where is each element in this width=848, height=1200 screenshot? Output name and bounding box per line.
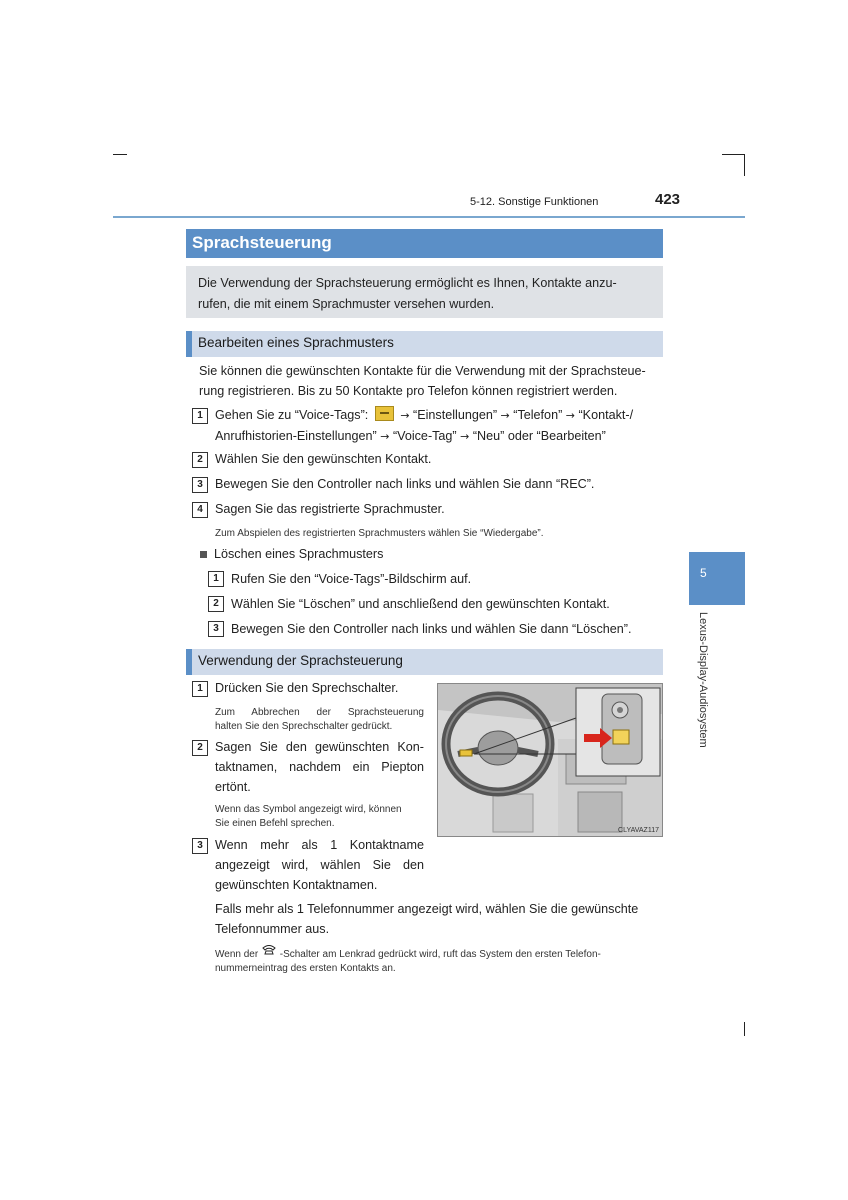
section1-para-line-1: Sie können die gewünschten Kontakte für die Verwendung mit der Sprachsteue- (199, 364, 646, 378)
note-text (215, 706, 424, 734)
step1-part: “Voice-Tag” (392, 429, 457, 443)
crop-mark-top-right-h (722, 154, 744, 155)
header-rule (113, 216, 745, 218)
steering-wheel-illustration (437, 683, 663, 837)
step-number: 1 (208, 571, 224, 587)
step1-part: “Telefon” (513, 408, 563, 422)
running-header-section: 5-12. Sonstige Funktionen (470, 196, 599, 208)
step1-line-1 (215, 405, 633, 426)
intro-line-1: Die Verwendung der Sprachsteuerung ermöglicht es Ihnen, Kontakte anzu- (198, 276, 617, 290)
step-number: 3 (192, 477, 208, 493)
page-title: Sprachsteuerung (186, 229, 663, 258)
note-line: Wenn das Symbol angezeigt wird, können (215, 804, 402, 815)
step1-part: “Kontakt-/ (578, 408, 634, 422)
step-text: Drücken Sie den Sprechschalter. (215, 681, 399, 695)
section-heading-edit: Bearbeiten eines Sprachmusters (186, 331, 663, 357)
step-number: 4 (192, 502, 208, 518)
step-text: Rufen Sie den “Voice-Tags”-Bildschirm auf. (231, 572, 472, 586)
section1-para-line-2: rung registrieren. Bis zu 50 Kontakte pro Telefon können registriert werden. (199, 384, 618, 398)
step-number: 2 (192, 740, 208, 756)
step-number: 1 (192, 681, 208, 697)
step-text: Sagen Sie das registrierte Sprachmuster. (215, 502, 445, 516)
crop-mark-top-right-v (744, 154, 745, 176)
crop-mark-bottom-right (744, 1022, 745, 1036)
step1-line-2 (215, 426, 633, 447)
section1-paragraph (199, 361, 646, 401)
step-number: 2 (192, 452, 208, 468)
step-text: Wählen Sie den gewünschten Kontakt. (215, 452, 432, 466)
final-note-line-1 (215, 944, 601, 962)
phone-icon (261, 944, 277, 956)
step-number: 2 (208, 596, 224, 612)
arrow-right-icon: → (565, 409, 575, 422)
step-line: ertönt. (215, 780, 251, 794)
chapter-tab[interactable]: 5 (689, 552, 745, 605)
arrow-right-icon: → (460, 430, 470, 443)
section-heading-use: Verwendung der Sprachsteuerung (186, 649, 663, 675)
arrow-right-icon: → (500, 409, 510, 422)
menu-button-icon (375, 406, 394, 421)
step-text: Bewegen Sie den Controller nach links und wählen Sie dann “Löschen”. (231, 622, 632, 636)
step-text (215, 405, 633, 447)
arrow-right-icon: → (380, 430, 390, 443)
final-note (215, 944, 601, 976)
subsection-heading: Löschen eines Sprachmusters (214, 547, 384, 561)
note-part: -Schalter am Lenkrad gedrückt wird, ruft das System den ersten Telefon- (279, 949, 601, 960)
intro-line-2: rufen, die mit einem Sprachmuster versehen wurden. (198, 297, 495, 311)
step-number: 1 (192, 408, 208, 424)
step-number: 3 (208, 621, 224, 637)
intro-box (186, 266, 663, 318)
crop-mark-top-left (113, 154, 127, 155)
arrow-right-icon: → (400, 409, 410, 422)
step-line: taktnamen, nachdem ein Piepton (215, 760, 424, 774)
chapter-title-vertical: Lexus-Display-Audiosystem (697, 612, 709, 748)
step-line: angezeigt wird, wählen Sie den (215, 858, 424, 872)
after-steps-paragraph (215, 899, 638, 939)
note-part: Wenn der (215, 949, 259, 960)
step-text (215, 737, 424, 797)
step1-part: Gehen Sie zu “Voice-Tags”: (215, 408, 369, 422)
step-text: Bewegen Sie den Controller nach links und wählen Sie dann “REC”. (215, 477, 595, 491)
illustration-code: CLYAVAZ117 (618, 827, 659, 834)
note-line: halten Sie den Sprechschalter gedrückt. (215, 721, 393, 732)
final-note-line-2: nummerneintrag des ersten Kontakts an. (215, 963, 396, 974)
step-text: Wählen Sie “Löschen” und anschließend den gewünschten Kontakt. (231, 597, 610, 611)
step-line: Sagen Sie den gewünschten Kon- (215, 740, 424, 754)
note-text: Zum Abspielen des registrierten Sprachmusters wählen Sie “Wiedergabe”. (215, 528, 544, 539)
step1-part: Anrufhistorien-Einstellungen” (215, 429, 377, 443)
square-bullet-icon (200, 551, 207, 558)
step-number: 3 (192, 838, 208, 854)
step-line: Wenn mehr als 1 Kontaktname (215, 838, 424, 852)
para-line: Falls mehr als 1 Telefonnummer angezeigt wird, wählen Sie die gewünschte (215, 902, 639, 916)
step-line: gewünschten Kontaktnamen. (215, 878, 378, 892)
note-text (215, 803, 402, 831)
note-line: Sie einen Befehl sprechen. (215, 818, 335, 829)
note-line: Zum Abbrechen der Sprachsteuerung (215, 707, 424, 718)
illustration-drawing (438, 684, 662, 836)
para-line: Telefonnummer aus. (215, 922, 330, 936)
step-text (215, 835, 424, 895)
step1-part: “Einstellungen” (413, 408, 498, 422)
page-number: 423 (655, 191, 681, 208)
step1-part: “Neu” oder “Bearbeiten” (472, 429, 606, 443)
